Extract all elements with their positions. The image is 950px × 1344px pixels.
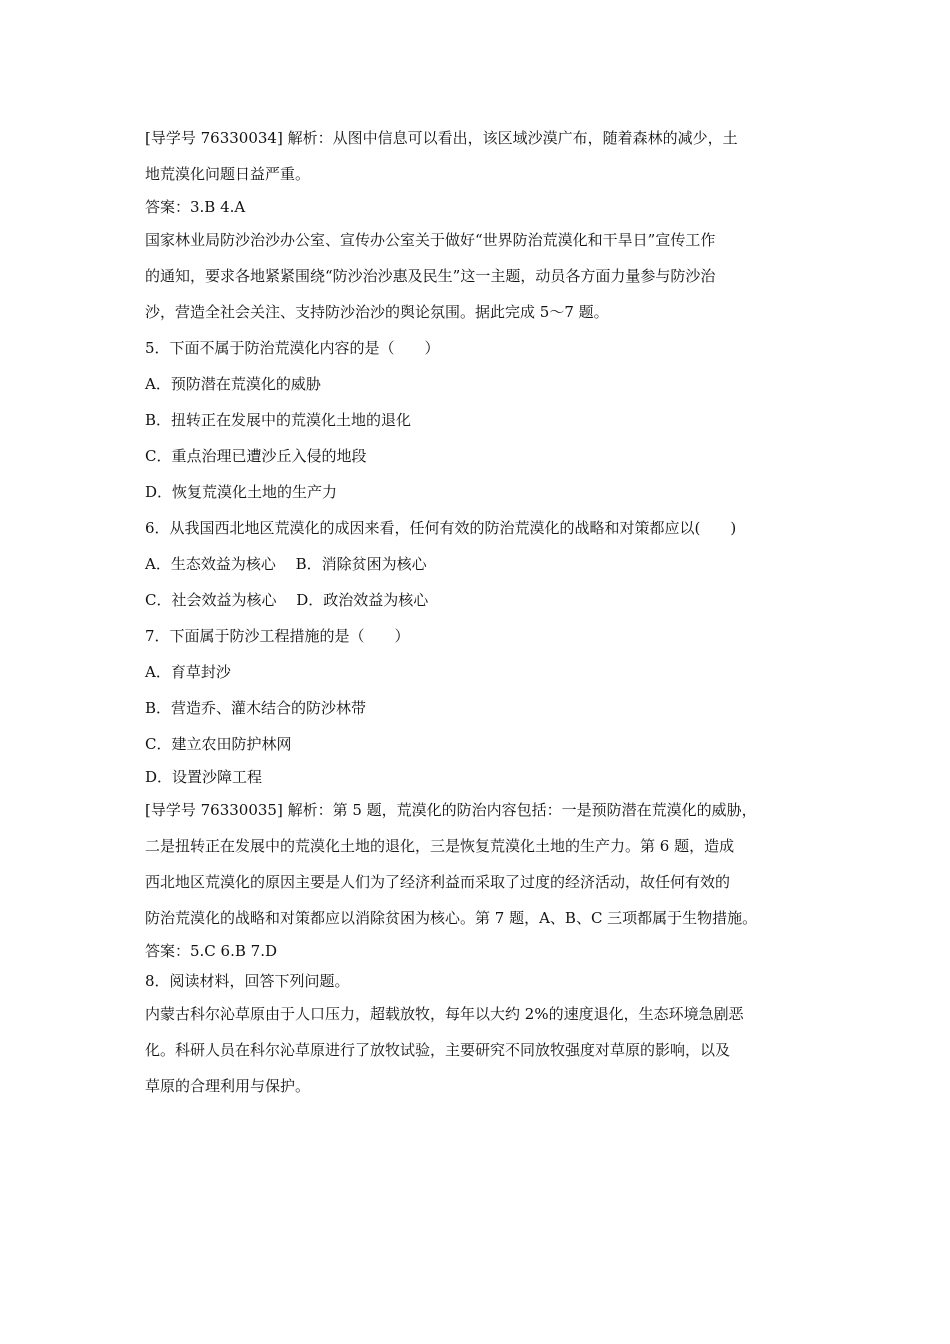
material-line: 化。科研人员在科尔沁草原进行了放牧试验，主要研究不同放牧强度对草原的影响，以及	[145, 1041, 731, 1059]
option: A．预防潜在荒漠化的威胁	[145, 375, 321, 393]
material-line: 沙，营造全社会关注、支持防沙治沙的舆论氛围。据此完成 5～7 题。	[145, 303, 609, 321]
option: C．社会效益为核心 D．政治效益为核心	[145, 591, 429, 609]
question-6	[145, 510, 825, 618]
material-5-7	[145, 222, 825, 330]
question-stem: 5．下面不属于防治荒漠化内容的是（ ）	[145, 339, 440, 357]
material-line: 的通知，要求各地紧紧围绕“防沙治沙惠及民生”这一主题，动员各方面力量参与防沙治	[145, 267, 716, 285]
analysis-line: [导学号 76330035] 解析：第 5 题，荒漠化的防治内容包括：一是预防潜在荒漠化的威胁，	[145, 801, 757, 819]
question-8	[145, 966, 825, 1104]
option: D．恢复荒漠化土地的生产力	[145, 483, 338, 501]
question-stem: 8．阅读材料，回答下列问题。	[145, 972, 350, 990]
option: A．育草封沙	[145, 663, 231, 681]
question-stem: 6．从我国西北地区荒漠化的成因来看，任何有效的防治荒漠化的战略和对策都应以( )	[145, 519, 737, 537]
option: B．营造乔、灌木结合的防沙林带	[145, 699, 367, 717]
material-line: 内蒙古科尔沁草原由于人口压力，超载放牧，每年以大约 2%的速度退化，生态环境急剧恶	[145, 1005, 744, 1023]
analysis-line: 防治荒漠化的战略和对策都应以消除贫困为核心。第 7 题，A、B、C 三项都属于生物措施。	[145, 909, 758, 927]
answer-line: 答案：5.C 6.B 7.D	[145, 942, 277, 960]
analysis-line: [导学号 76330034] 解析：从图中信息可以看出，该区域沙漠广布，随着森林的减少，土	[145, 129, 738, 147]
analysis-line: 西北地区荒漠化的原因主要是人们为了经济利益而采取了过度的经济活动，故任何有效的	[145, 873, 731, 891]
option: D．设置沙障工程	[145, 768, 263, 786]
option: C．建立农田防护林网	[145, 735, 292, 753]
answer-line: 答案：3.B 4.A	[145, 198, 246, 216]
question-stem: 7．下面属于防沙工程措施的是（ ）	[145, 627, 410, 645]
option: B．扭转正在发展中的荒漠化土地的退化	[145, 411, 412, 429]
material-line: 国家林业局防沙治沙办公室、宣传办公室关于做好“世界防治荒漠化和干旱日”宣传工作	[145, 231, 716, 249]
analysis-line: 二是扭转正在发展中的荒漠化土地的退化，三是恢复荒漠化土地的生产力。第 6 题，造成	[145, 837, 735, 855]
analysis-line: 地荒漠化问题日益严重。	[145, 165, 311, 183]
question-5	[145, 330, 825, 510]
option: C．重点治理已遭沙丘入侵的地段	[145, 447, 367, 465]
material-line: 草原的合理利用与保护。	[145, 1077, 311, 1095]
question-7	[145, 618, 825, 792]
document-page	[145, 120, 825, 1104]
analysis-34	[145, 120, 825, 222]
option: A．生态效益为核心 B．消除贫困为核心	[145, 555, 427, 573]
analysis-35	[145, 792, 825, 966]
